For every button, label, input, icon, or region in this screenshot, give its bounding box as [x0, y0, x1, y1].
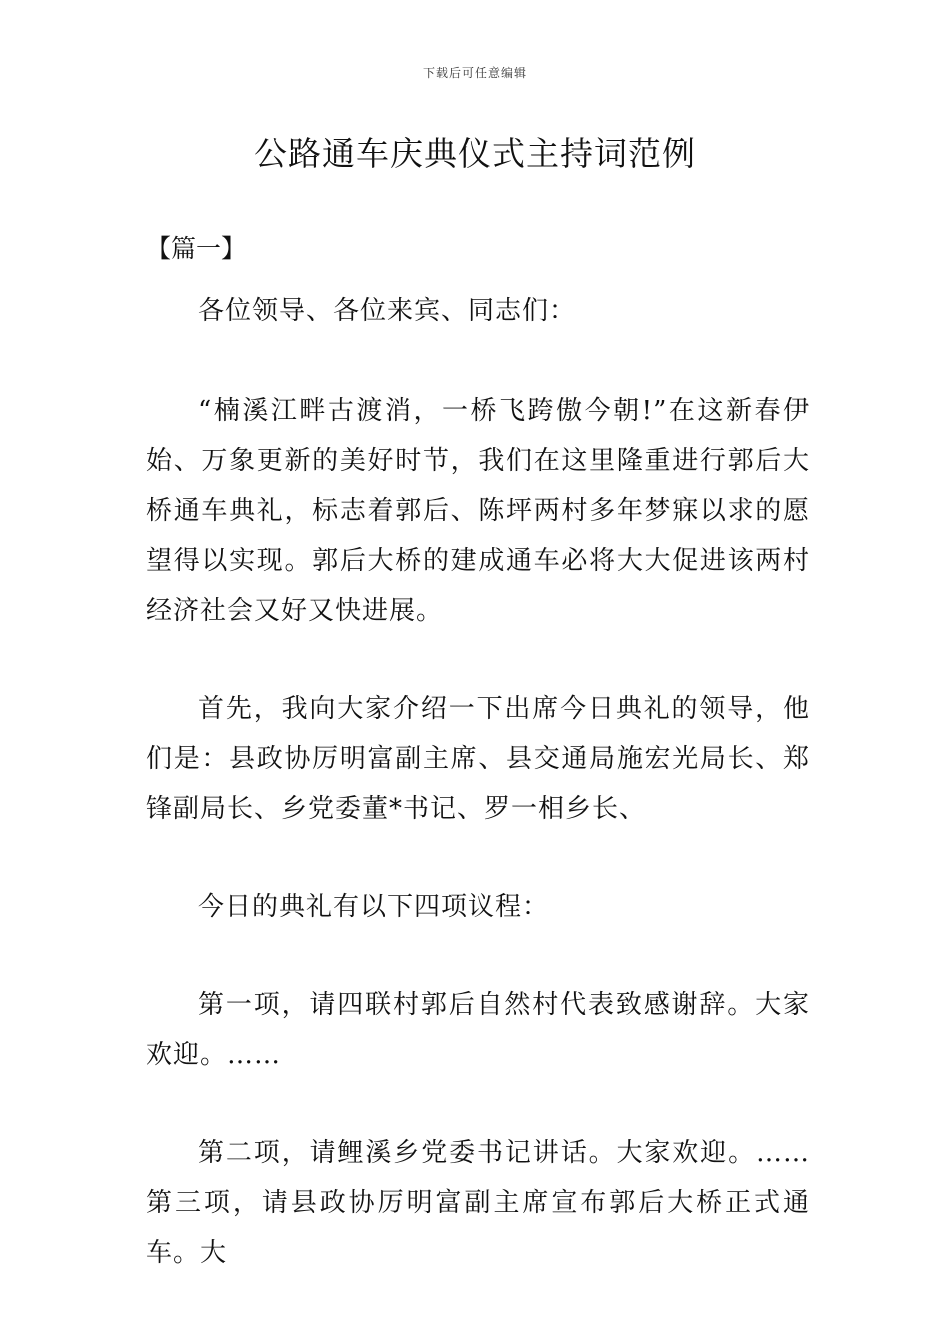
- paragraph-introductions: 首先，我向大家介绍一下出席今日典礼的领导，他们是：县政协厉明富副主席、县交通局施宏光局长、郑锋副局长、乡党委董*书记、罗一相乡长、: [146, 694, 810, 824]
- paragraph-agenda: 今日的典礼有以下四项议程：: [198, 892, 550, 922]
- section-label: 【篇一】: [146, 234, 247, 263]
- header-note: 下载后可任意编辑: [422, 66, 527, 80]
- paragraph-item-two-three: 第二项，请鲤溪乡党委书记讲话。大家欢迎。……第三项，请县政协厉明富副主席宣布郭后大桥正式通车。大: [146, 1138, 810, 1268]
- paragraph-salutation: 各位领导、各位来宾、同志们：: [198, 296, 577, 326]
- paragraph-item-one: 第一项，请四联村郭后自然村代表致感谢辞。大家欢迎。……: [146, 990, 810, 1070]
- paragraph-opening: “楠溪江畔古渡消，一桥飞跨傲今朝!”在这新春伊始、万象更新的美好时节，我们在这里隆重进行郭后大桥通车典礼，标志着郭后、陈坪两村多年梦寐以求的愿望得以实现。郭后大桥的建成通车必将大大促进该两村经济社会又好又快进展。: [146, 396, 810, 626]
- document-title: 公路通车庆典仪式主持词范例: [254, 134, 696, 173]
- document-body: [146, 228, 810, 1278]
